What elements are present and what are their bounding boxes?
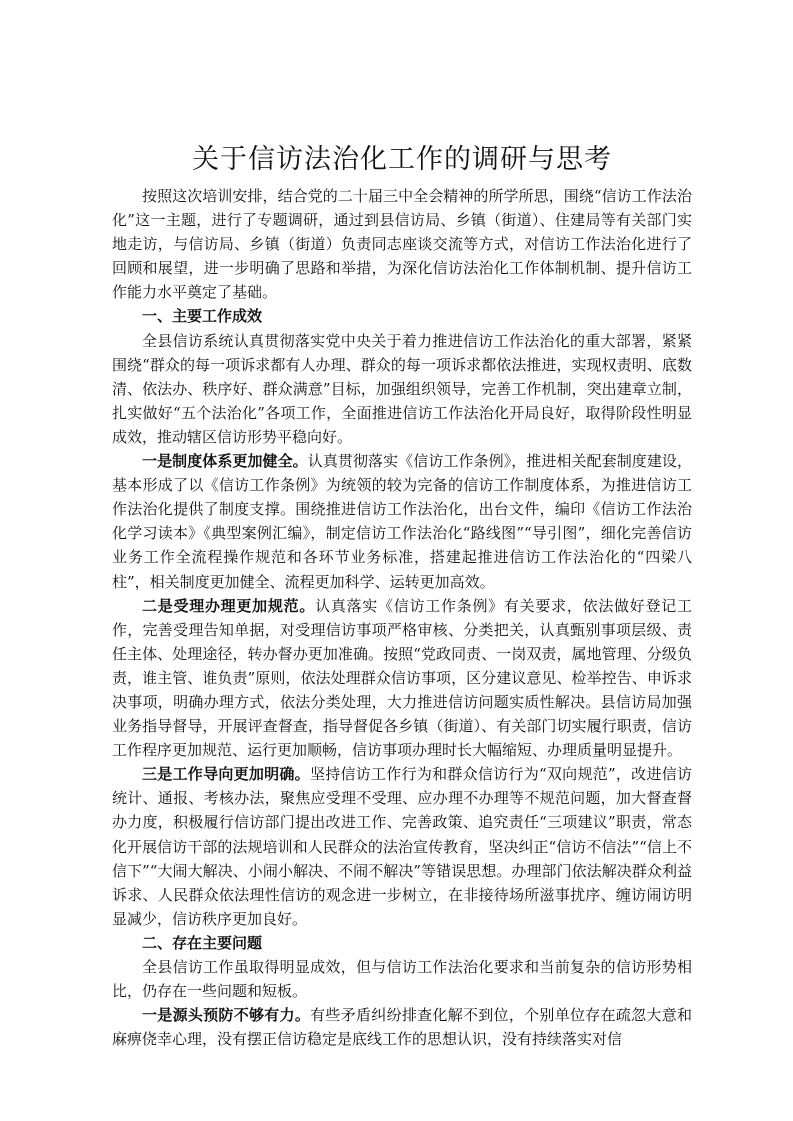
problem-point-1-paragraph [112, 1003, 692, 1051]
achievement-point-1-paragraph [112, 449, 692, 594]
problem-point-1-body: 有些矛盾纠纷排查化解不到位，个别单位存在疏忽大意和麻痹侥幸心理，没有摆正信访稳定是底线工作的思想认识，没有持续落实对信 [112, 1006, 692, 1049]
section-heading-problems: 二、存在主要问题 [142, 933, 263, 952]
document-title: 关于信访法治化工作的调研与思考 [192, 144, 612, 175]
achievement-point-3-lead: 三是工作导向更加明确。 [142, 765, 310, 784]
achievement-point-2-lead: 二是受理办理更加规范。 [142, 596, 316, 615]
section-heading-achievements: 一、主要工作成效 [142, 307, 263, 326]
problems-summary-paragraph: 全县信访工作虽取得明显成效，但与信访工作法治化要求和当前复杂的信访形势相比，仍存在一些问题和短板。 [112, 958, 692, 1001]
intro-paragraph: 按照这次培训安排，结合党的二十届三中全会精神的所学所思，围绕“信访工作法治化”这一主题，进行了专题调研，通过到县信访局、乡镇（街道）、住建局等有关部门实地走访，与信访局、乡镇（街道）负责同志座谈交流等方式，对信访工作法治化进行了回顾和展望，进一步明确了思路和举措，为深化信访法治化工作体制机制、提升信访工作能力水平奠定了基础。 [112, 187, 692, 302]
document-page [112, 140, 692, 1051]
achievement-point-3-body: 坚持信访工作行为和群众信访行为“双向规范”，改进信访统计、通报、考核办法，聚焦应受理不受理、应办理不办理等不规范问题，加大督查督办力度，积极履行信访部门提出改进工作、完善政策、追究责任“三项建议”职责，常态化开展信访干部的法规培训和人民群众的法治宣传教育，坚决纠正“信访不信法”“信上不信下”“大闹大解决、小闹小解决、不闹不解决”等错误思想。办理部门依法解决群众利益诉求、人民群众依法理性信访的观念进一步树立，在非接待场所滋事扰序、缠访闹访明显减少，信访秩序更加良好。 [112, 765, 692, 928]
achievement-point-2-body: 认真落实《信访工作条例》有关要求，依法做好登记工作，完善受理告知单据，对受理信访事项严格审核、分类把关，认真甄别事项层级、责任主体、处理途径，转办督办更加准确。按照“党政同责、一岗双责，属地管理、分级负责，谁主管、谁负责”原则，依法处理群众信访事项，区分建议意见、检举控告、申诉求决事项，明确办理方式，依法分类处理，大力推进信访问题实质性解决。县信访局加强业务指导督导，开展评查督查，指导督促各乡镇（街道）、有关部门切实履行职责，信访工作程序更加规范、运行更加顺畅，信访事项办理时长大幅缩短、办理质量明显提升。 [112, 596, 692, 760]
achievement-point-1-body: 认真贯彻落实《信访工作条例》，推进相关配套制度建设，基本形成了以《信访工作条例》为统领的较为完备的信访工作制度体系，为推进信访工作法治化提供了制度支撑。围绕推进信访工作法治化，出台文件，编印《信访工作法治化学习读本》《典型案例汇编》，制定信访工作法治化“路线图”“导引图”，细化完善信访业务工作全流程操作规范和各环节业务标准，搭建起推进信访工作法治化的“四梁八柱”，相关制度更加健全、流程更加科学、运转更加高效。 [112, 452, 692, 591]
achievement-point-3-paragraph [112, 762, 692, 931]
achievements-summary-paragraph: 全县信访系统认真贯彻落实党中央关于着力推进信访工作法治化的重大部署，紧紧围绕“群众的每一项诉求都有人办理、群众的每一项诉求都依法推进，实现权责明、底数清、依法办、秩序好、群众满意”目标，加强组织领导，完善工作机制，突出建章立制，扎实做好“五个法治化”各项工作，全面推进信访工作法治化开局良好，取得阶段性明显成效，推动辖区信访形势平稳向好。 [112, 331, 692, 446]
achievement-point-1-lead: 一是制度体系更加健全。 [142, 452, 308, 471]
achievement-point-2-paragraph [112, 594, 692, 763]
problem-point-1-lead: 一是源头预防不够有力。 [142, 1006, 311, 1025]
